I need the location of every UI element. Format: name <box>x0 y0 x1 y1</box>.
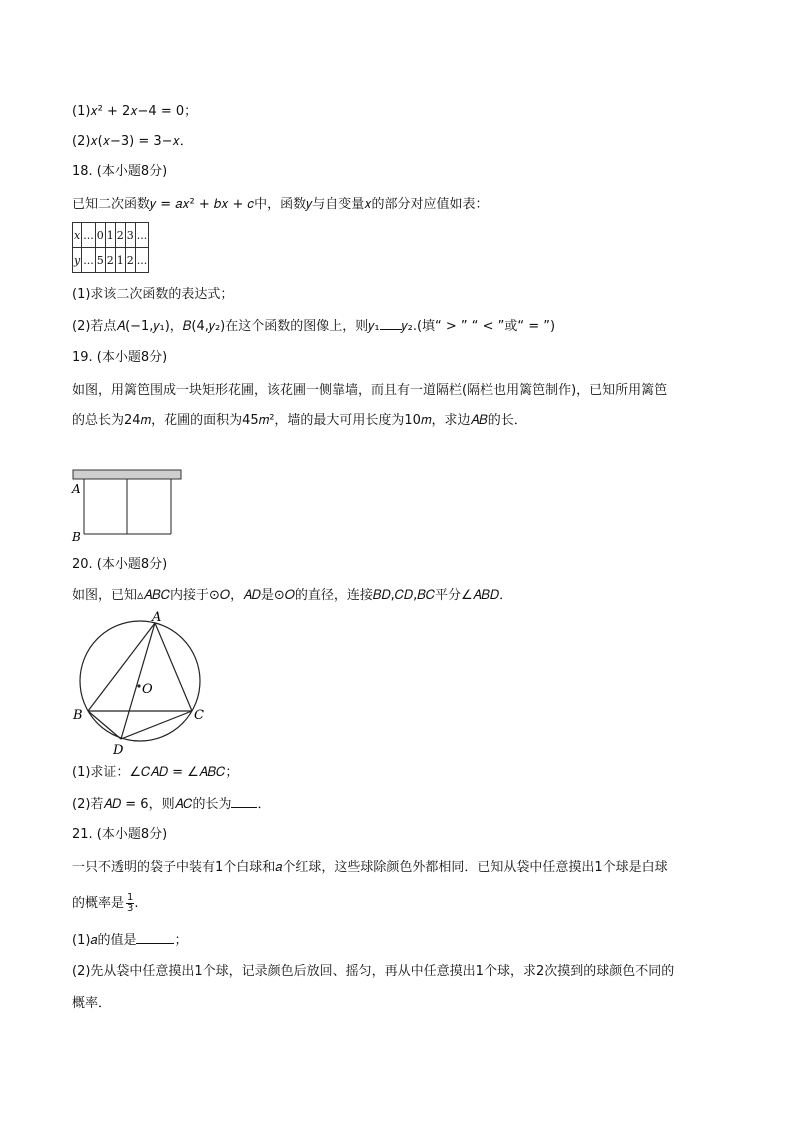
label-o: O <box>142 682 153 697</box>
circle-o <box>80 621 200 741</box>
label-b: B <box>72 530 81 544</box>
answer-blank <box>231 794 257 808</box>
q19-line-2: 的总长为24𝑚，花圃的面积为45𝑚²，墙的最大可用长度为10𝑚，求边𝐴𝐵的长． <box>72 413 527 428</box>
label-d: D <box>113 743 124 758</box>
q18-header: 18. (本小题8分) <box>72 164 168 179</box>
q21-line-2-text: 的概率是 <box>72 896 125 911</box>
answer-blank <box>136 930 174 944</box>
label-a: A <box>72 482 81 496</box>
q18-intro: 已知二次函数𝑦 = 𝑎𝑥² + 𝑏𝑥 + 𝑐中，函数𝑦与自变量𝑥的部分对应值如表： <box>72 197 489 212</box>
q20-part-1: (1)求证：∠𝐶𝐴𝐷 = ∠𝐴𝐵𝐶； <box>72 765 239 780</box>
segment-ab <box>88 623 155 711</box>
center-point <box>137 684 140 687</box>
segment-bd <box>88 711 121 739</box>
table-cell: 2 <box>105 248 115 273</box>
fence-figure <box>71 470 181 544</box>
q20-part-2-text: (2)若𝐴𝐷 = 6，则𝐴𝐶的长为 <box>72 797 232 812</box>
table-cell: 2 <box>115 223 125 248</box>
table-cell: ... <box>82 248 96 273</box>
label-b: B <box>73 708 83 723</box>
table-cell: ... <box>135 248 149 273</box>
q21-part-1-text: (1)𝑎的值是 <box>72 933 137 948</box>
q18-part-1: (1)求该二次函数的表达式； <box>72 287 234 302</box>
table-cell: 3 <box>125 223 135 248</box>
q19-line-1: 如图，用篱笆围成一块矩形花圃，该花圃一侧靠墙，而且有一道隔栏(隔栏也用篱笆制作)，已知所用篱笆 <box>72 383 668 398</box>
table-cell: x <box>73 223 82 248</box>
table-cell: y <box>73 248 82 273</box>
q21-part-2-line-2: 概率． <box>72 996 112 1011</box>
q21-line-2-tail: . <box>134 896 139 911</box>
table-cell: ... <box>135 223 149 248</box>
table-cell: 5 <box>95 248 105 273</box>
table-cell: ... <box>82 223 96 248</box>
circle-figure <box>72 610 204 758</box>
q21-part-2-line-1: (2)先从袋中任意摸出1个球，记录颜色后放回、摇匀，再从中任意摸出1个球，求2次摸到的球颜色不同的 <box>72 964 675 979</box>
label-a: A <box>152 610 162 625</box>
q19-header: 19. (本小题8分) <box>72 350 168 365</box>
q18-part-2-text: (2)若点𝐴(−1,𝑦₁)，𝐵(4,𝑦₂)在这个函数的图像上，则𝑦₁ <box>72 319 380 334</box>
q17-item-1: (1)𝑥² + 2𝑥−4 = 0； <box>72 104 198 119</box>
table-cell: 2 <box>125 248 135 273</box>
q17-item-2: (2)𝑥(𝑥−3) = 3−𝑥． <box>72 134 193 149</box>
wall <box>73 470 181 479</box>
q21-line-1: 一只不透明的袋子中装有1个白球和𝑎个红球，这些球除颜色外都相同．已知从袋中任意摸出1个球是白球 <box>72 860 668 875</box>
segment-ac <box>155 623 192 711</box>
table-cell: 1 <box>105 223 115 248</box>
label-c: C <box>194 708 204 723</box>
q20-part-2 <box>72 794 270 815</box>
q21-part-1-tail: ； <box>174 933 188 948</box>
q20-part-2-tail: ． <box>257 797 271 812</box>
q20-intro: 如图，已知▵𝐴𝐵𝐶内接于⊙𝑂，𝐴𝐷是⊙𝑂的直径，连接𝐵𝐷,𝐶𝐷,𝐵𝐶平分∠𝐴𝐵𝐷． <box>72 588 513 603</box>
table-cell: 0 <box>95 223 105 248</box>
q21-part-1 <box>72 930 188 951</box>
segment-ad <box>121 623 155 739</box>
q21-header: 21. (本小题8分) <box>72 827 168 842</box>
q18-part-2-tail: 𝑦₂.(填“ > ” “ < ”或“ = ”) <box>401 319 556 334</box>
q21-line-2 <box>72 893 139 914</box>
fraction-numerator: 1 <box>127 892 134 903</box>
table-cell: 1 <box>115 248 125 273</box>
q20-header: 20. (本小题8分) <box>72 557 168 572</box>
fraction-denominator: 3 <box>127 903 134 914</box>
